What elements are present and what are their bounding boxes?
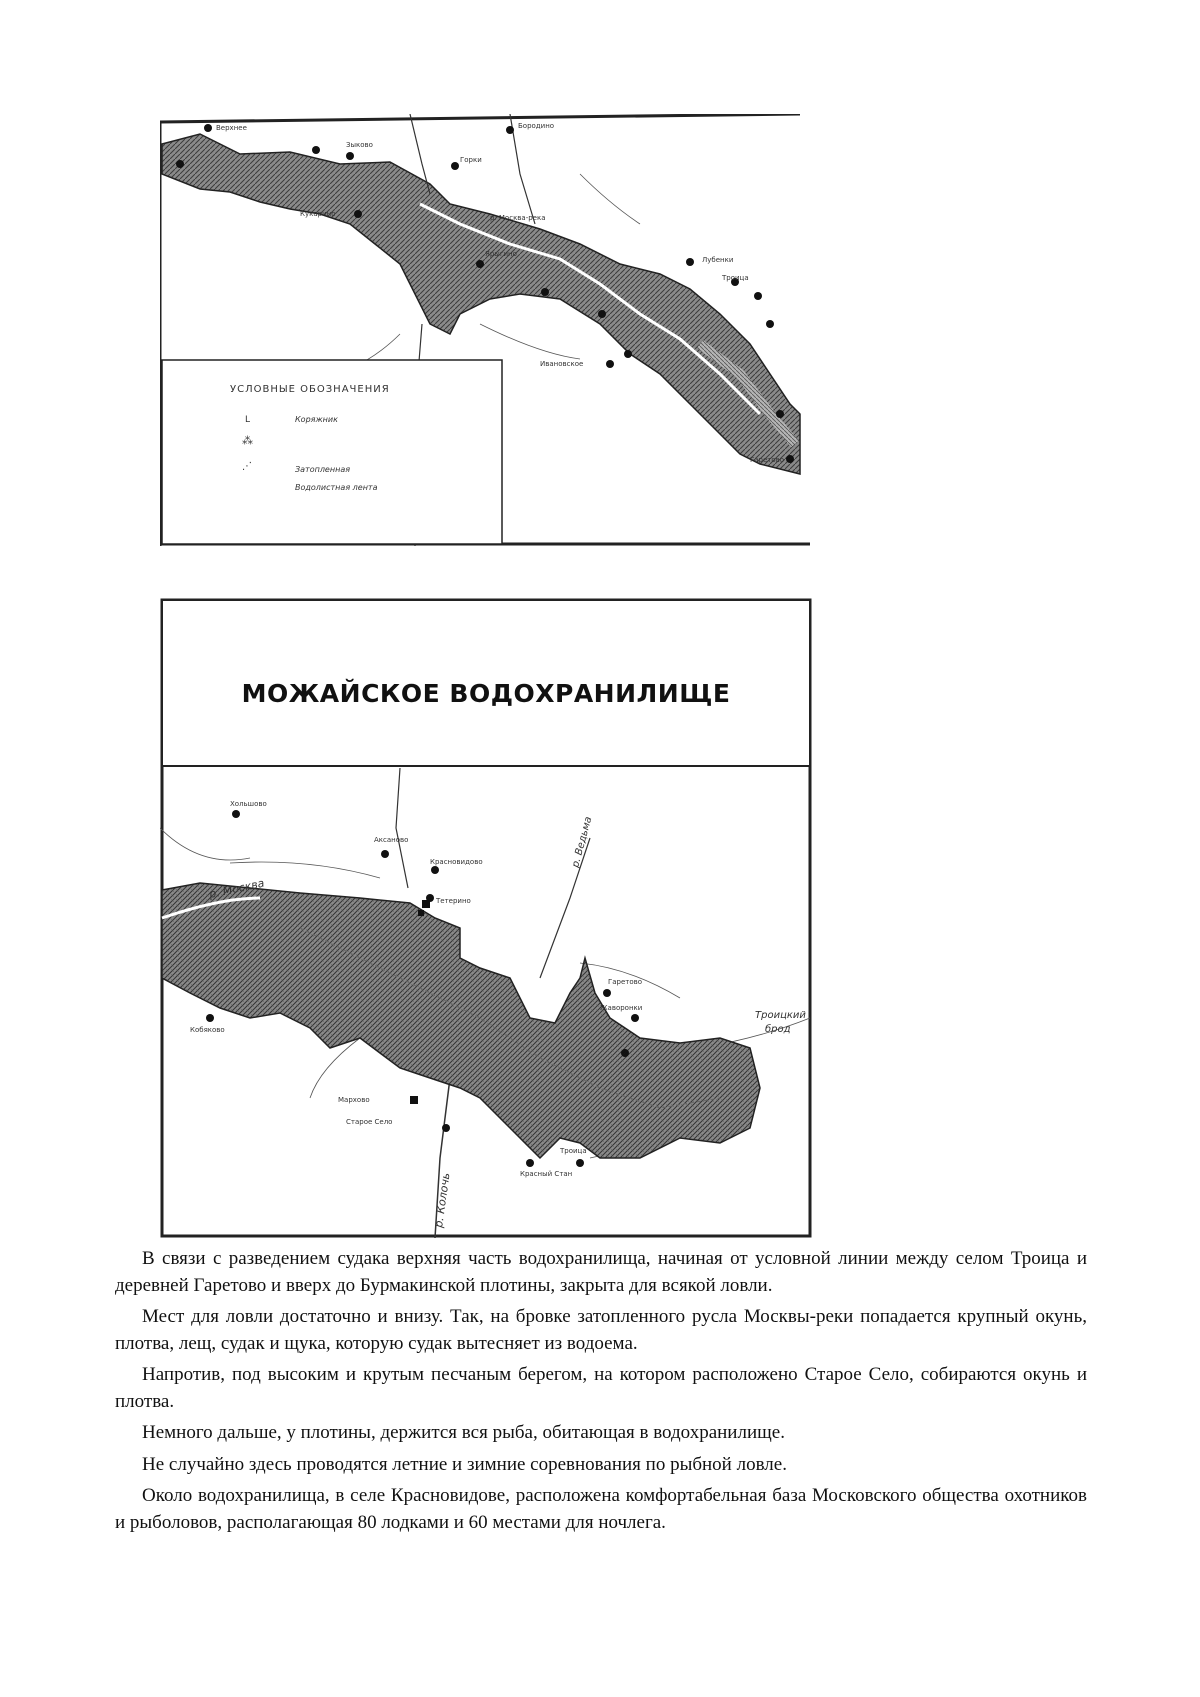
- svg-text:Жаворонки: Жаворонки: [600, 1004, 643, 1012]
- svg-text:р. Москва: р. Москва: [207, 876, 266, 901]
- svg-text:Тетерино: Тетерино: [436, 897, 471, 905]
- paragraph: Напротив, под высоким и крутым песчаным берегом, на котором расположено Старое Село, собираются окунь и плотва.: [115, 1364, 1087, 1412]
- svg-text:⋰: ⋰: [242, 461, 252, 472]
- map-title: МОЖАЙСКОЕ ВОДОХРАНИЛИЩЕ: [241, 679, 731, 708]
- svg-text:Гаретово: Гаретово: [608, 978, 643, 986]
- svg-text:Хольшово: Хольшово: [230, 800, 267, 808]
- svg-text:Аксаново: Аксаново: [374, 836, 409, 844]
- reservoir-water: [162, 883, 760, 1158]
- body-text: [115, 1246, 1087, 1541]
- paragraph: Немного дальше, у плотины, держится вся рыба, обитающая в водохранилище.: [142, 1422, 785, 1443]
- svg-text:р. Колочь: р. Колочь: [432, 1171, 453, 1229]
- svg-text:брод: брод: [765, 1024, 791, 1035]
- svg-text:Лубенки: Лубенки: [702, 256, 734, 264]
- svg-text:Бородино: Бородино: [518, 122, 555, 130]
- svg-text:Горки: Горки: [460, 156, 482, 164]
- svg-text:Ярыгино: Ярыгино: [485, 250, 517, 258]
- mozhaysk-reservoir-map: [160, 598, 812, 1238]
- paragraph: Мест для ловли достаточно и внизу. Так, на бровке затопленного русла Москвы-реки попадается крупный окунь, плотва, лещ, судак и щука, которую судак вытесняет из водоема.: [115, 1306, 1087, 1354]
- svg-text:Мархово: Мархово: [338, 1096, 370, 1104]
- legend-item: Коряжник: [295, 415, 338, 424]
- svg-text:Верхнее: Верхнее: [216, 124, 247, 132]
- svg-text:Троицкий: Троицкий: [755, 1010, 806, 1021]
- svg-text:Кукарино: Кукарино: [300, 210, 336, 218]
- legend-item: Затопленная: [295, 465, 351, 474]
- upper-reservoir-map: [160, 114, 810, 546]
- svg-text:Красный Стан: Красный Стан: [520, 1170, 573, 1178]
- svg-text:р. Москва-река: р. Москва-река: [490, 214, 546, 222]
- svg-text:L: L: [245, 415, 251, 425]
- svg-text:р. Ведьма: р. Ведьма: [570, 815, 595, 869]
- svg-text:Ивановское: Ивановское: [540, 360, 584, 368]
- paragraph: Не случайно здесь проводятся летние и зимние соревнования по рыбной ловле.: [142, 1453, 787, 1475]
- svg-text:Кобяково: Кобяково: [190, 1026, 225, 1034]
- svg-text:Троица: Троица: [560, 1147, 587, 1155]
- svg-text:Гаретово: Гаретово: [750, 456, 785, 464]
- svg-text:Троица: Троица: [722, 274, 749, 282]
- svg-text:⁂: ⁂: [242, 434, 253, 447]
- legend-title: УСЛОВНЫЕ ОБОЗНАЧЕНИЯ: [230, 384, 390, 395]
- paragraph: В связи с разведением судака верхняя часть водохранилища, начиная от условной линии между селом Троица и деревней Гаретово и вверх до Бурмакинской плотины, закрыта для всякой ловли.: [115, 1248, 1087, 1296]
- svg-text:Старое Село: Старое Село: [346, 1118, 393, 1126]
- paragraph: Около водохранилища, в селе Красновидове, расположена комфортабельная база Московского общества охотников и рыболовов, располагающая 80 лодками и 60 местами для ночлега.: [115, 1485, 1087, 1533]
- svg-text:Зыково: Зыково: [346, 141, 373, 149]
- legend-item: Водолистная лента: [295, 483, 378, 492]
- svg-text:Красновидово: Красновидово: [430, 858, 483, 866]
